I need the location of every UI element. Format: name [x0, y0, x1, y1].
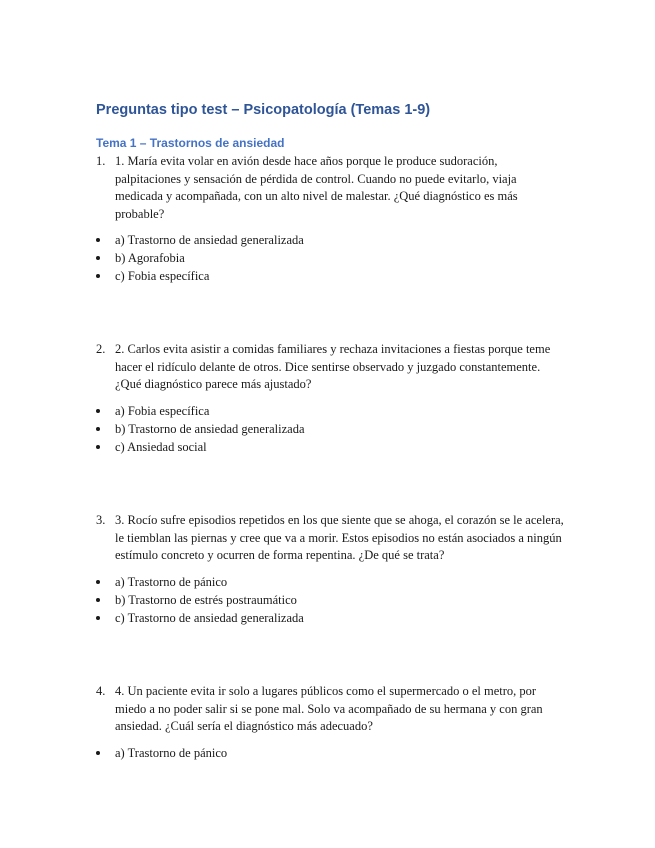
- question-3: [96, 512, 566, 627]
- question-text: 4. Un paciente evita ir solo a lugares públicos como el supermercado o el metro, por miedo a no poder salir si se pone mal. Solo va acompañado de su hermana y con gran ansiedad. ¿Cuál sería el diagnóstico más adecuado?: [115, 684, 543, 733]
- document-title: Preguntas tipo test – Psicopatología (Temas 1-9): [96, 102, 431, 118]
- question-number: 2.: [96, 342, 106, 356]
- answer-option: a) Fobia específica: [96, 402, 566, 420]
- question-text: 3. Rocío sufre episodios repetidos en los que siente que se ahoga, el corazón se le acelera, le tiemblan las piernas y cree que va a morir. Estos episodios no están asociados a ningún estímulo concreto y ocurren de forma repentina. ¿De qué se trata?: [115, 513, 564, 562]
- answer-option: a) Trastorno de ansiedad generalizada: [96, 231, 566, 249]
- bullet-icon: [96, 274, 100, 278]
- answer-option: b) Agorafobia: [96, 249, 566, 267]
- bullet-icon: [96, 238, 100, 242]
- answer-options: [96, 573, 566, 627]
- bullet-icon: [96, 751, 100, 755]
- answer-option: a) Trastorno de pánico: [96, 744, 566, 762]
- bullet-icon: [96, 445, 100, 449]
- question-text: 1. María evita volar en avión desde hace años porque le produce sudoración, palpitaciones y sensación de pérdida de control. Cuando no puede evitarlo, viaja medicada y acompañada, con un alto nivel de malestar. ¿Qué diagnóstico es más probable?: [115, 154, 518, 221]
- answer-option: b) Trastorno de ansiedad generalizada: [96, 420, 566, 438]
- answer-option: a) Trastorno de pánico: [96, 573, 566, 591]
- question-2: [96, 341, 566, 456]
- bullet-icon: [96, 598, 100, 602]
- bullet-icon: [96, 409, 100, 413]
- answer-option: c) Fobia específica: [96, 267, 566, 285]
- answer-option: c) Trastorno de ansiedad generalizada: [96, 609, 566, 627]
- bullet-icon: [96, 580, 100, 584]
- question-number: 1.: [96, 154, 106, 168]
- answer-option: c) Ansiedad social: [96, 438, 566, 456]
- section-heading: Tema 1 – Trastornos de ansiedad: [96, 136, 285, 150]
- bullet-icon: [96, 427, 100, 431]
- answer-options: [96, 231, 566, 285]
- question-number: 3.: [96, 513, 106, 527]
- answer-option: b) Trastorno de estrés postraumático: [96, 591, 566, 609]
- question-4: [96, 683, 566, 762]
- question-1: [96, 153, 566, 285]
- bullet-icon: [96, 616, 100, 620]
- bullet-icon: [96, 256, 100, 260]
- answer-options: [96, 402, 566, 456]
- question-number: 4.: [96, 684, 106, 698]
- question-text: 2. Carlos evita asistir a comidas familiares y rechaza invitaciones a fiestas porque teme hacer el ridículo delante de otros. Dice sentirse observado y juzgado constantemente. ¿Qué diagnóstico parece más ajustado?: [115, 342, 551, 391]
- answer-options: [96, 744, 566, 762]
